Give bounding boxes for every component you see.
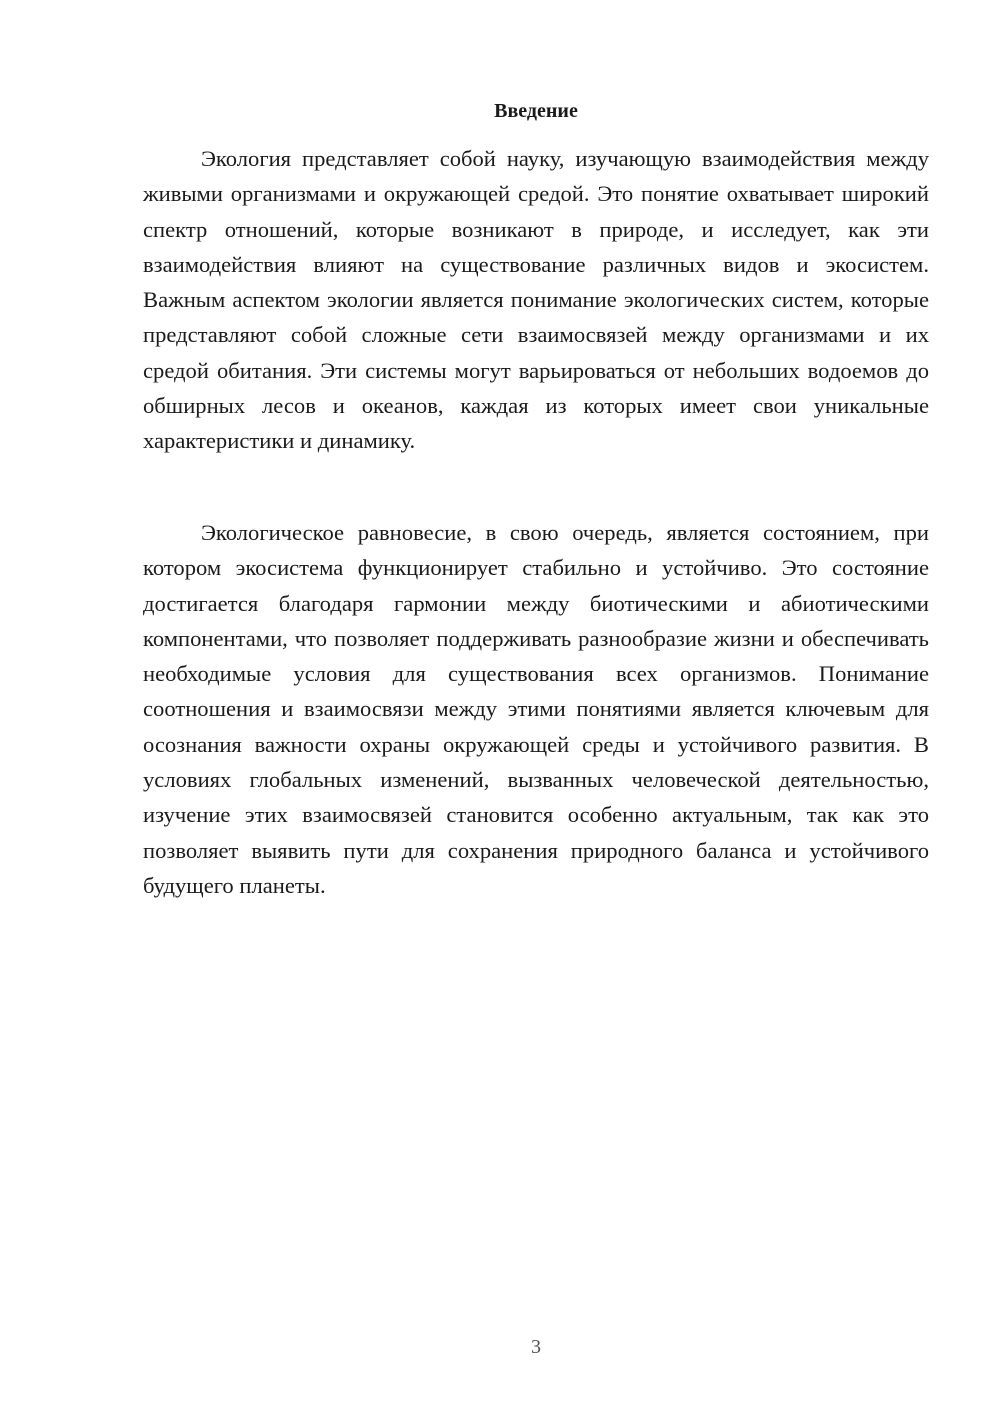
section-heading: Введение (494, 100, 578, 122)
paragraph-1: Экология представляет собой науку, изучающую взаимодействия между живыми организмами и окружающей средой. Это понятие охватывает широкий спектр отношений, которые возникают в природе, и исследует, как эти взаимодействия влияют на существование различных видов и экосистем. Важным аспектом экологии является понимание экологических систем, которые представляют собой сложные сети взаимосвязей между организмами и их средой обитания. Эти системы могут варьироваться от небольших водоемов до обширных лесов и океанов, каждая из которых имеет свои уникальные характеристики и динамику. (143, 146, 929, 454)
paragraph-2: Экологическое равновесие, в свою очередь, является состоянием, при котором экосистема функционирует стабильно и устойчиво. Это состояние достигается благодаря гармонии между биотическими и абиотическими компонентами, что позволяет поддерживать разнообразие жизни и обеспечивать необходимые условия для существования всех организмов. Понимание соотношения и взаимосвязи между этими понятиями является ключевым для осознания важности охраны окружающей среды и устойчивого развития. В условиях глобальных изменений, вызванных человеческой деятельностью, изучение этих взаимосвязей становится особенно актуальным, так как это позволяет выявить пути для сохранения природного баланса и устойчивого будущего планеты. (143, 520, 929, 898)
page-number: 3 (531, 1336, 541, 1358)
